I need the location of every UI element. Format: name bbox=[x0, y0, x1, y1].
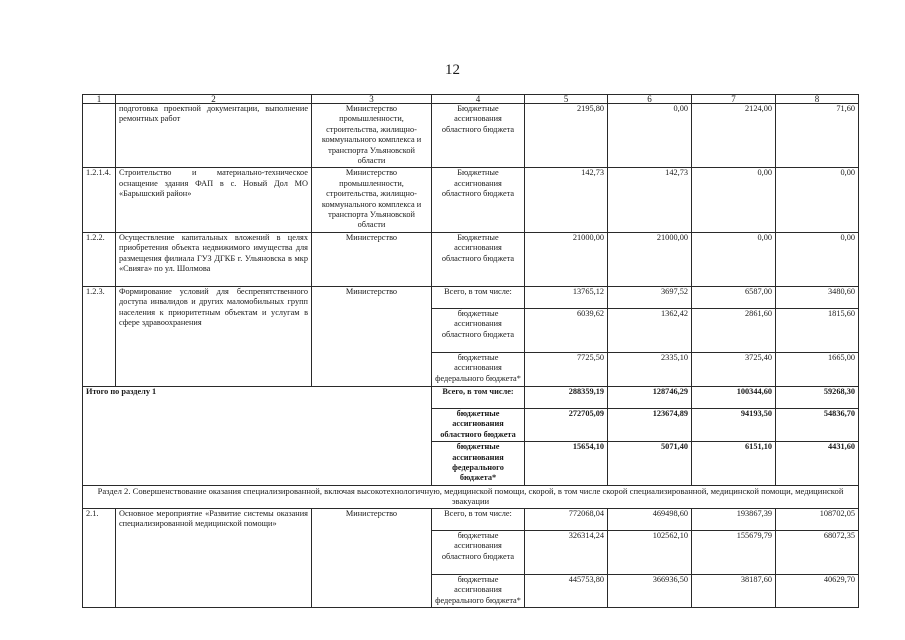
value-year-3: 1815,60 bbox=[776, 308, 859, 352]
header-row bbox=[83, 95, 859, 104]
value-year-1: 123674,89 bbox=[608, 408, 692, 441]
total-row bbox=[83, 386, 859, 408]
value-year-1: 2335,10 bbox=[608, 352, 692, 386]
funding-source: бюджетные ассигнования областного бюджета bbox=[432, 408, 525, 441]
activity-name: подготовка проектной документации, выполнение ремонтных работ bbox=[116, 104, 312, 168]
header-cell: 7 bbox=[692, 95, 776, 104]
value-total: 272705,09 bbox=[525, 408, 608, 441]
value-year-3: 4431,60 bbox=[776, 442, 859, 486]
table-row bbox=[83, 286, 859, 308]
row-number bbox=[83, 104, 116, 168]
value-total: 15654,10 bbox=[525, 442, 608, 486]
value-year-1: 3697,52 bbox=[608, 286, 692, 308]
executor: Министерство bbox=[312, 286, 432, 386]
value-total: 142,73 bbox=[525, 168, 608, 232]
value-year-2: 0,00 bbox=[692, 232, 776, 286]
page-number: 12 bbox=[445, 62, 460, 78]
row-number: 1.2.2. bbox=[83, 232, 116, 286]
value-year-2: 6151,10 bbox=[692, 442, 776, 486]
value-year-2: 2124,00 bbox=[692, 104, 776, 168]
value-year-1: 0,00 bbox=[608, 104, 692, 168]
value-total: 288359,19 bbox=[525, 386, 608, 408]
section-heading-row bbox=[83, 485, 859, 508]
budget-table bbox=[82, 94, 859, 608]
value-year-2: 100344,60 bbox=[692, 386, 776, 408]
value-year-3: 1665,00 bbox=[776, 352, 859, 386]
value-year-2: 6587,00 bbox=[692, 286, 776, 308]
value-year-1: 128746,29 bbox=[608, 386, 692, 408]
value-year-3: 68072,35 bbox=[776, 530, 859, 574]
funding-source: Бюджетные ассигнования областного бюджета bbox=[432, 232, 525, 286]
table-row bbox=[83, 508, 859, 530]
activity-name: Строительство и материально-техническое оснащение здания ФАП в с. Новый Дол МО «Барышский район» bbox=[116, 168, 312, 232]
header-cell: 8 bbox=[776, 95, 859, 104]
row-number: 1.2.1.4. bbox=[83, 168, 116, 232]
value-year-3: 0,00 bbox=[776, 168, 859, 232]
activity-name: Основное мероприятие «Развитие системы оказания специализированной медицинской помощи» bbox=[116, 508, 312, 607]
funding-source: бюджетные ассигнования федерального бюджета* bbox=[432, 352, 525, 386]
value-total: 7725,50 bbox=[525, 352, 608, 386]
table-row bbox=[83, 232, 859, 286]
funding-source: Всего, в том числе: bbox=[432, 286, 525, 308]
funding-source: бюджетные ассигнования федерального бюджета* bbox=[432, 442, 525, 486]
value-year-3: 71,60 bbox=[776, 104, 859, 168]
funding-source: Бюджетные ассигнования областного бюджета bbox=[432, 104, 525, 168]
header-cell: 3 bbox=[312, 95, 432, 104]
section-title: Раздел 2. Совершенствование оказания специализированной, включая высокотехнологичную, медицинской помощи, скорой, в том числе скорой специализированной, медицинской помощи, медицинской эвакуации bbox=[83, 485, 859, 508]
value-year-2: 193867,39 bbox=[692, 508, 776, 530]
value-year-1: 5071,40 bbox=[608, 442, 692, 486]
executor: Министерство bbox=[312, 232, 432, 286]
funding-source: бюджетные ассигнования областного бюджета bbox=[432, 308, 525, 352]
value-year-2: 3725,40 bbox=[692, 352, 776, 386]
funding-source: Всего, в том числе: bbox=[432, 508, 525, 530]
executor: Министерство промышленности, строительства, жилищно-коммунального комплекса и транспорта Ульяновской области bbox=[312, 168, 432, 232]
value-year-1: 1362,42 bbox=[608, 308, 692, 352]
row-number: 1.2.3. bbox=[83, 286, 116, 386]
funding-source: Всего, в том числе: bbox=[432, 386, 525, 408]
activity-name: Осуществление капитальных вложений в целях приобретения объекта недвижимого имущества для размещения филиала ГУЗ ДГКБ г. Ульяновска в мкр «Свияга» по ул. Шолмова bbox=[116, 232, 312, 286]
table-row bbox=[83, 104, 859, 168]
executor: Министерство bbox=[312, 508, 432, 607]
value-year-1: 102562,10 bbox=[608, 530, 692, 574]
value-year-1: 142,73 bbox=[608, 168, 692, 232]
header-cell: 5 bbox=[525, 95, 608, 104]
value-total: 6039,62 bbox=[525, 308, 608, 352]
funding-source: бюджетные ассигнования областного бюджета bbox=[432, 530, 525, 574]
header-cell: 4 bbox=[432, 95, 525, 104]
value-year-2: 2861,60 bbox=[692, 308, 776, 352]
header-cell: 2 bbox=[116, 95, 312, 104]
value-total: 326314,24 bbox=[525, 530, 608, 574]
header-cell: 1 bbox=[83, 95, 116, 104]
value-year-2: 155679,79 bbox=[692, 530, 776, 574]
table-row bbox=[83, 168, 859, 232]
value-year-3: 0,00 bbox=[776, 232, 859, 286]
value-year-3: 3480,60 bbox=[776, 286, 859, 308]
value-year-1: 21000,00 bbox=[608, 232, 692, 286]
value-year-3: 59268,30 bbox=[776, 386, 859, 408]
row-number: 2.1. bbox=[83, 508, 116, 607]
value-total: 2195,80 bbox=[525, 104, 608, 168]
value-total: 13765,12 bbox=[525, 286, 608, 308]
value-total: 445753,80 bbox=[525, 574, 608, 607]
value-year-2: 38187,60 bbox=[692, 574, 776, 607]
value-total: 21000,00 bbox=[525, 232, 608, 286]
value-year-2: 0,00 bbox=[692, 168, 776, 232]
header-cell: 6 bbox=[608, 95, 692, 104]
value-year-3: 54836,70 bbox=[776, 408, 859, 441]
value-year-1: 366936,50 bbox=[608, 574, 692, 607]
value-total: 772068,04 bbox=[525, 508, 608, 530]
activity-name: Формирование условий для беспрепятственного доступа инвалидов и других маломобильных групп населения к приоритетным объектам и услугам в сфере здравоохранения bbox=[116, 286, 312, 386]
total-label: Итого по разделу 1 bbox=[83, 386, 432, 485]
executor: Министерство промышленности, строительства, жилищно-коммунального комплекса и транспорта Ульяновской области bbox=[312, 104, 432, 168]
value-year-3: 40629,70 bbox=[776, 574, 859, 607]
value-year-2: 94193,50 bbox=[692, 408, 776, 441]
value-year-1: 469498,60 bbox=[608, 508, 692, 530]
funding-source: Бюджетные ассигнования областного бюджета bbox=[432, 168, 525, 232]
value-year-3: 108702,05 bbox=[776, 508, 859, 530]
funding-source: бюджетные ассигнования федерального бюджета* bbox=[432, 574, 525, 607]
